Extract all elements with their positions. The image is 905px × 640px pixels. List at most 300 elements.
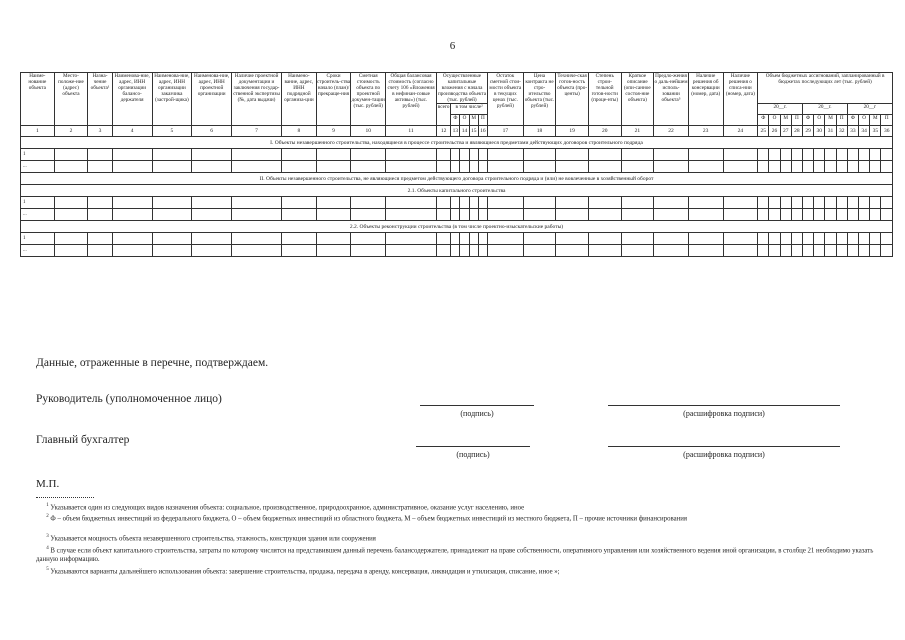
table-cell <box>621 149 654 161</box>
table-cell <box>487 209 523 221</box>
table-cell <box>836 149 847 161</box>
table-cell <box>723 197 758 209</box>
table-cell <box>556 161 589 173</box>
column-header: Краткое описание (опи-санное состоя-ние объекта) <box>621 73 654 126</box>
table-cell <box>88 209 112 221</box>
table-cell <box>758 197 769 209</box>
table-cell <box>112 233 152 245</box>
table-cell <box>814 197 825 209</box>
accountant-decoding-line <box>608 446 840 447</box>
column-header: Цена контракта не стро-ительство объекта (тыс. рублей) <box>523 73 556 126</box>
table-cell <box>54 209 88 221</box>
source-header: Ф <box>451 115 460 126</box>
confirmation-text: Данные, отраженные в перечне, подтверждаем. <box>36 357 269 369</box>
table-cell <box>791 233 802 245</box>
column-number: 20 <box>588 126 621 137</box>
table-cell <box>112 245 152 257</box>
subheader-total: всего <box>437 104 451 126</box>
table-cell <box>523 149 556 161</box>
table-cell <box>523 161 556 173</box>
head-label: Руководитель (уполномоченное лицо) <box>36 393 222 405</box>
column-number: 30 <box>814 126 825 137</box>
column-number: 4 <box>112 126 152 137</box>
year-header: 20__г. <box>803 104 848 115</box>
table-cell <box>351 197 386 209</box>
table-cell <box>556 209 589 221</box>
table-cell <box>88 197 112 209</box>
table-cell <box>54 233 88 245</box>
table-cell <box>523 209 556 221</box>
table-cell <box>859 209 870 221</box>
table-cell <box>654 209 689 221</box>
table-cell <box>825 197 836 209</box>
table-cell <box>723 161 758 173</box>
table-cell <box>780 197 791 209</box>
table-cell <box>780 245 791 257</box>
budget-source-header: Ф <box>803 115 814 126</box>
column-number: 8 <box>282 126 317 137</box>
row-mark: ... <box>21 209 55 221</box>
column-number: 27 <box>780 126 791 137</box>
row-mark: 1 <box>21 197 55 209</box>
table-cell <box>282 161 317 173</box>
table-cell <box>437 233 451 245</box>
table-cell <box>758 245 769 257</box>
table-cell <box>282 209 317 221</box>
table-cell <box>478 161 487 173</box>
table-cell <box>460 149 469 161</box>
table-cell <box>780 161 791 173</box>
table-cell <box>723 245 758 257</box>
column-number: 12 <box>437 126 451 137</box>
column-header: Наименова-ние, адрес, ИНН организации балансо-держателя <box>112 73 152 126</box>
table-cell <box>386 233 437 245</box>
table-cell <box>386 197 437 209</box>
table-cell <box>836 233 847 245</box>
table-row <box>21 245 893 257</box>
table-row <box>21 161 893 173</box>
column-header: Наимено-вание, адрес, ИНН подрядной организа-ции <box>282 73 317 126</box>
table-cell <box>316 233 351 245</box>
table-cell <box>758 161 769 173</box>
column-header: Наиме-нование объекта <box>21 73 55 126</box>
table-cell <box>460 209 469 221</box>
table-cell <box>88 245 112 257</box>
column-header: Назна-чение объекта¹ <box>88 73 112 126</box>
table-cell <box>654 161 689 173</box>
table-cell <box>282 197 317 209</box>
table-cell <box>232 197 282 209</box>
column-number: 34 <box>859 126 870 137</box>
table-cell <box>870 233 881 245</box>
table-cell <box>437 197 451 209</box>
column-number: 14 <box>460 126 469 137</box>
budget-source-header: П <box>881 115 893 126</box>
head-signature-line <box>420 405 534 406</box>
table-cell <box>769 161 780 173</box>
table-cell <box>780 233 791 245</box>
table-cell <box>351 161 386 173</box>
column-number: 16 <box>478 126 487 137</box>
row-mark: 1 <box>21 233 55 245</box>
table-cell <box>192 197 232 209</box>
budget-source-header: О <box>769 115 780 126</box>
column-header: Сроки строитель-ства начало (план)/ прекраще-ния <box>316 73 351 126</box>
column-number: 11 <box>386 126 437 137</box>
table-cell <box>460 161 469 173</box>
table-cell <box>881 233 893 245</box>
column-header: Наличие решения о списа-нии (номер, дата) <box>723 73 758 126</box>
table-cell <box>523 245 556 257</box>
table-cell <box>451 233 460 245</box>
column-group-capital-investments: Осуществленные капитальные вложения с начала производства объекта (тыс. рублей) <box>437 73 486 103</box>
table-row <box>21 209 893 221</box>
row-mark: 1 <box>21 149 55 161</box>
table-cell <box>654 233 689 245</box>
table-cell <box>881 197 893 209</box>
table-cell <box>487 149 523 161</box>
table-cell <box>451 149 460 161</box>
budget-source-header: М <box>825 115 836 126</box>
section-header: I. Объекты незавершенного строительства, находящиеся в процессе строительства и являющиеся предметами действующих договоров строительного подряда <box>21 137 893 149</box>
column-number: 3 <box>88 126 112 137</box>
table-cell <box>881 161 893 173</box>
table-cell <box>859 149 870 161</box>
table-row <box>21 233 893 245</box>
column-number: 1 <box>21 126 55 137</box>
column-number: 13 <box>451 126 460 137</box>
table-cell <box>825 161 836 173</box>
source-header: О <box>460 115 469 126</box>
table-cell <box>282 233 317 245</box>
table-cell <box>152 197 192 209</box>
head-decoding-line <box>608 405 840 406</box>
column-number: 7 <box>232 126 282 137</box>
section-header: 2.1. Объекты капитального строительства <box>21 185 893 197</box>
footnote-1: $^1$ Указывается один из следующих видов назначения объекта: социальное, производственное, природоохранное, административное, оказание услуг населению, иное <box>46 503 525 512</box>
column-group-budget-allocations: Объем бюджетных ассигнований, запланированный в бюджетах последующих лет (тыс. рублей) <box>758 73 893 104</box>
table-cell <box>654 197 689 209</box>
table-cell <box>621 197 654 209</box>
table-cell <box>460 197 469 209</box>
budget-source-header: Ф <box>847 115 858 126</box>
column-number: 10 <box>351 126 386 137</box>
column-number: 26 <box>769 126 780 137</box>
table-cell <box>88 149 112 161</box>
table-cell <box>152 209 192 221</box>
objects-register-table <box>20 72 893 257</box>
table-cell <box>814 149 825 161</box>
table-cell <box>588 149 621 161</box>
table-cell <box>478 209 487 221</box>
column-number: 9 <box>316 126 351 137</box>
table-cell <box>825 245 836 257</box>
table-cell <box>803 233 814 245</box>
table-cell <box>791 161 802 173</box>
year-header: 20__г. <box>758 104 803 115</box>
table-cell <box>232 245 282 257</box>
column-number: 6 <box>192 126 232 137</box>
table-cell <box>469 161 478 173</box>
column-header: Место-положе-ние (адрес) объекта <box>54 73 88 126</box>
column-header: Наименова-ние, адрес, ИНН организации заказчика (застрой-щика) <box>152 73 192 126</box>
table-cell <box>152 245 192 257</box>
footnote-4: $^4$ В случае если объект капитального строительства, затраты по которому числятся на представившем данный перечень балансодержателе, принадлежит на праве собственности, оперативного управления или хозяйственного ведения иной организации, в столбце 21 необходимо указать данную информацию. <box>36 546 874 563</box>
table-cell <box>825 233 836 245</box>
table-cell <box>316 149 351 161</box>
table-cell <box>688 233 723 245</box>
footnote-2: $^2$ Ф – объем бюджетных инвестиций из федерального бюджета, О – объем бюджетных инвестиций из областного бюджета, М – объем бюджетных инвестиций из местного бюджета, П – прочие источники финансирования <box>46 514 688 523</box>
budget-source-header: Ф <box>758 115 769 126</box>
table-cell <box>769 233 780 245</box>
table-cell <box>859 197 870 209</box>
section-header: II. Объекты незавершенного строительства, не являющиеся предметом действующего договора строительного подряда и (или) не вовлеченные в хозяйственный оборот <box>21 173 893 185</box>
column-number: 31 <box>825 126 836 137</box>
subheader-including: в том числе² <box>451 104 488 115</box>
column-header: Общая балансовая стоимость (согласно счету 106 «Вложения в нефинан-совые активы») (тыс. рублей) <box>386 73 437 126</box>
table-cell <box>769 149 780 161</box>
table-cell <box>316 197 351 209</box>
table-cell <box>152 161 192 173</box>
table-cell <box>232 149 282 161</box>
table-cell <box>316 161 351 173</box>
column-number: 21 <box>621 126 654 137</box>
table-cell <box>192 149 232 161</box>
table-cell <box>758 209 769 221</box>
budget-source-header: М <box>870 115 881 126</box>
table-cell <box>688 209 723 221</box>
table-cell <box>437 209 451 221</box>
table-cell <box>791 197 802 209</box>
table-cell <box>437 149 451 161</box>
table-cell <box>881 245 893 257</box>
footnote-5: $^5$ Указываются варианты дальнейшего использования объекта: завершение строительства, продажа, передача в аренду, консервация, ликвидация и утилизация, списание, иное »; <box>46 567 560 576</box>
column-number: 19 <box>556 126 589 137</box>
table-cell <box>588 233 621 245</box>
table-cell <box>881 149 893 161</box>
table-cell <box>588 245 621 257</box>
column-number: 36 <box>881 126 893 137</box>
table-cell <box>825 209 836 221</box>
head-decoding-caption: (расшифровка подписи) <box>683 409 765 418</box>
table-cell <box>487 233 523 245</box>
table-cell <box>451 209 460 221</box>
table-cell <box>814 233 825 245</box>
table-cell <box>588 161 621 173</box>
column-header: Техниче-ская готов-ность объекта (про-центы) <box>556 73 589 126</box>
table-cell <box>588 209 621 221</box>
table-row <box>21 197 893 209</box>
table-cell <box>54 197 88 209</box>
table-cell <box>859 161 870 173</box>
table-cell <box>282 245 317 257</box>
table-cell <box>523 233 556 245</box>
table-cell <box>654 149 689 161</box>
table-cell <box>469 245 478 257</box>
table-cell <box>780 149 791 161</box>
column-number: 29 <box>803 126 814 137</box>
column-header: Предло-жения о даль-нейшем исполь-зовании объекта⁵ <box>654 73 689 126</box>
table-cell <box>386 161 437 173</box>
column-number: 35 <box>870 126 881 137</box>
table-cell <box>386 149 437 161</box>
budget-source-header: П <box>791 115 802 126</box>
column-number: 5 <box>152 126 192 137</box>
table-cell <box>769 209 780 221</box>
column-header: Остаток сметной стои-мости объекта в текущих ценах (тыс. рублей) <box>487 73 523 126</box>
table-cell <box>386 245 437 257</box>
table-cell <box>232 161 282 173</box>
table-cell <box>386 209 437 221</box>
table-cell <box>451 197 460 209</box>
table-cell <box>437 161 451 173</box>
table-cell <box>723 209 758 221</box>
source-header: П <box>478 115 487 126</box>
table-cell <box>523 197 556 209</box>
table-cell <box>870 161 881 173</box>
column-number: 32 <box>836 126 847 137</box>
table-cell <box>487 245 523 257</box>
table-cell <box>621 209 654 221</box>
column-number: 23 <box>688 126 723 137</box>
column-header: Степень строи-тельной готов-ности (проце-нты) <box>588 73 621 126</box>
table-cell <box>688 197 723 209</box>
table-cell <box>836 197 847 209</box>
table-cell <box>316 245 351 257</box>
table-cell <box>469 209 478 221</box>
table-cell <box>803 245 814 257</box>
table-cell <box>316 209 351 221</box>
budget-source-header: О <box>859 115 870 126</box>
table-cell <box>836 161 847 173</box>
budget-source-header: П <box>836 115 847 126</box>
table-cell <box>836 209 847 221</box>
table-cell <box>588 197 621 209</box>
table-cell <box>803 209 814 221</box>
table-cell <box>351 209 386 221</box>
budget-source-header: О <box>814 115 825 126</box>
table-cell <box>621 233 654 245</box>
table-cell <box>556 149 589 161</box>
table-cell <box>451 245 460 257</box>
table-cell <box>351 245 386 257</box>
column-number: 2 <box>54 126 88 137</box>
table-cell <box>112 209 152 221</box>
table-cell <box>54 245 88 257</box>
accountant-signature-caption: (подпись) <box>456 450 490 459</box>
accountant-decoding-caption: (расшифровка подписи) <box>683 450 765 459</box>
table-cell <box>88 233 112 245</box>
table-cell <box>469 233 478 245</box>
table-cell <box>654 245 689 257</box>
accountant-label: Главный бухгалтер <box>36 434 130 446</box>
table-cell <box>870 149 881 161</box>
column-header: Наличие проектной документации и заключения государ-ственной экспертизы (№, дата выдачи) <box>232 73 282 126</box>
table-cell <box>847 233 858 245</box>
table-cell <box>112 161 152 173</box>
budget-source-header: М <box>780 115 791 126</box>
table-cell <box>192 161 232 173</box>
table-cell <box>487 161 523 173</box>
section-header: 2.2. Объекты реконструкции строительства (в том числе проектно-изыскательские работы) <box>21 221 893 233</box>
table-cell <box>870 197 881 209</box>
table-cell <box>723 149 758 161</box>
table-row <box>21 149 893 161</box>
table-cell <box>54 161 88 173</box>
table-cell <box>54 149 88 161</box>
table-cell <box>192 233 232 245</box>
table-cell <box>847 197 858 209</box>
column-number: 28 <box>791 126 802 137</box>
accountant-signature-line <box>416 446 530 447</box>
table-cell <box>487 197 523 209</box>
table-cell <box>688 149 723 161</box>
table-cell <box>791 149 802 161</box>
column-number: 24 <box>723 126 758 137</box>
table-cell <box>769 245 780 257</box>
column-header: Наличие решения об консервации (номер, дата) <box>688 73 723 126</box>
table-cell <box>688 161 723 173</box>
table-cell <box>847 149 858 161</box>
table-cell <box>478 245 487 257</box>
table-cell <box>814 161 825 173</box>
table-cell <box>803 149 814 161</box>
footnote-3: $^3$ Указывается мощность объекта незавершенного строительства, этажность, конструкция здания или сооружения <box>46 534 376 543</box>
table-cell <box>758 233 769 245</box>
table-cell <box>803 197 814 209</box>
column-header: Наименова-ние, адрес, ИНН проектной организации <box>192 73 232 126</box>
table-cell <box>780 209 791 221</box>
table-cell <box>803 161 814 173</box>
table-cell <box>437 245 451 257</box>
table-cell <box>460 233 469 245</box>
table-cell <box>836 245 847 257</box>
page-number: 6 <box>449 40 456 52</box>
table-cell <box>469 149 478 161</box>
stamp-place: М.П. <box>36 478 60 490</box>
table-cell <box>556 245 589 257</box>
table-cell <box>460 245 469 257</box>
table-cell <box>859 233 870 245</box>
table-cell <box>688 245 723 257</box>
table-cell <box>556 197 589 209</box>
table-cell <box>621 161 654 173</box>
table-cell <box>232 209 282 221</box>
table-cell <box>814 245 825 257</box>
table-cell <box>847 161 858 173</box>
table-cell <box>556 233 589 245</box>
row-mark: ... <box>21 161 55 173</box>
table-cell <box>723 233 758 245</box>
table-cell <box>152 233 192 245</box>
table-cell <box>847 245 858 257</box>
table-cell <box>152 149 192 161</box>
table-cell <box>112 197 152 209</box>
table-cell <box>847 209 858 221</box>
head-signature-caption: (подпись) <box>460 409 494 418</box>
table-cell <box>282 149 317 161</box>
table-cell <box>192 245 232 257</box>
column-number: 15 <box>469 126 478 137</box>
table-cell <box>825 149 836 161</box>
column-number: 33 <box>847 126 858 137</box>
table-cell <box>478 149 487 161</box>
column-number: 18 <box>523 126 556 137</box>
footnote-separator <box>36 497 94 498</box>
table-cell <box>451 161 460 173</box>
column-header: Сметная стоимость объекта по проектной докумен-тации (тыс. рублей) <box>351 73 386 126</box>
table-cell <box>232 233 282 245</box>
